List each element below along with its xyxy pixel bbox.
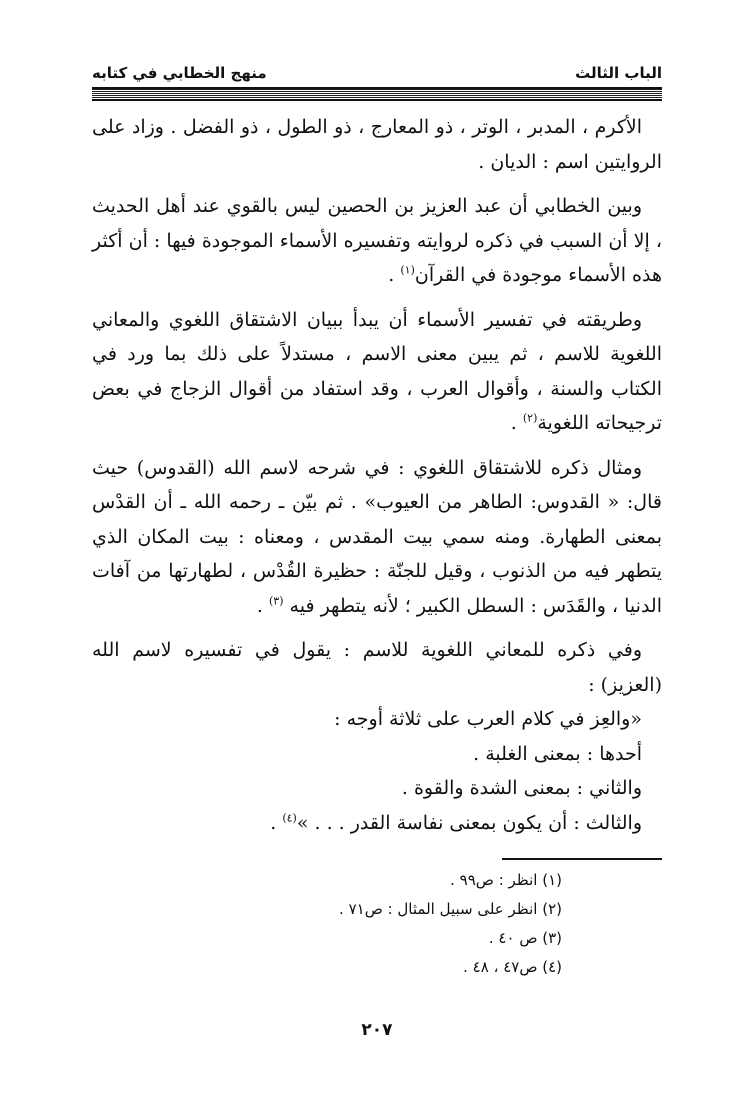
- paragraph: وبين الخطابي أن عبد العزيز بن الحصين ليس بالقوي عند أهل الحديث ، إلا أن السبب في ذكره لروايته وتفسيره الأسماء الموجودة فيها : أن أكثر هذه الأسماء موجودة في القرآن$^{(١)}$ .: [92, 195, 662, 286]
- footnotes: [92, 866, 662, 982]
- quote-line: والثاني : بمعنى الشدة والقوة .: [401, 777, 642, 799]
- running-header: [92, 60, 662, 82]
- paragraph: الأكرم ، المدبر ، الوتر ، ذو المعارج ، ذو الطول ، ذو الفضل . وزاد على الروايتين اسم : الديان .: [92, 116, 662, 173]
- header-rule: [92, 87, 662, 101]
- quote-line: «والعِز في كلام العرب على ثلاثة أوجه :: [334, 708, 642, 730]
- paragraph: ومثال ذكره للاشتقاق اللغوي : في شرحه لاسم الله (القدوس) حيث قال: « القدوس: الطاهر من العيوب» . ثم بيّن ـ رحمه الله ـ أن القدْس بمعنى الطهارة. ومنه سمي بيت المقدس ، ومعناه : بيت المكان الذي يتطهر فيه من الذنوب ، وقيل للجنّة : حظيرة القُدْس ، لطهارتها من آفات الدنيا ، والقَدَس : السطل الكبير ؛ لأنه يتطهر فيه $^{(٣)}$ .: [92, 456, 662, 617]
- quote-line: أحدها : بمعنى الغلبة .: [473, 742, 642, 765]
- footnote-ref: (٣): [268, 594, 284, 608]
- footnote-ref: (٢): [522, 411, 538, 425]
- paragraph: وطريقته في تفسير الأسماء أن يبدأ ببيان الاشتقاق اللغوي والمعاني اللغوية للاسم ، ثم يبين معنى الاسم ، مستدلاً على ذلك بما ورد في الكتاب والسنة ، وأقوال العرب ، وقد استفاد من أقوال الزجاج في بعض ترجيحاته اللغوية$^{(٢)}$ .: [92, 308, 662, 434]
- quote-line: والثالث : أن يكون بمعنى نفاسة القدر . . . »$^{(٤)}$ .: [270, 811, 642, 834]
- footnote-rule: [502, 858, 662, 860]
- footnote: (٢) انظر على سبيل المثال : ص٧١ .: [339, 900, 562, 918]
- footnote-ref: (١): [400, 263, 415, 277]
- page-number: ٢٠٧: [361, 1020, 393, 1040]
- footnote: (٣) ص ٤٠ .: [488, 929, 562, 947]
- paragraph: وفي ذكره للمعاني اللغوية للاسم : يقول في تفسيره لاسم الله (العزيز) :: [92, 639, 662, 696]
- footnote: (١) انظر : ص٩٩ .: [450, 871, 562, 889]
- chapter-title: الباب الثالث: [575, 64, 662, 82]
- book-title: منهج الخطابي في كتابه: [92, 64, 267, 82]
- footnote: (٤) ص٤٧ ، ٤٨ .: [463, 958, 562, 976]
- main-text: [92, 110, 662, 840]
- footnote-ref: (٤): [282, 811, 297, 825]
